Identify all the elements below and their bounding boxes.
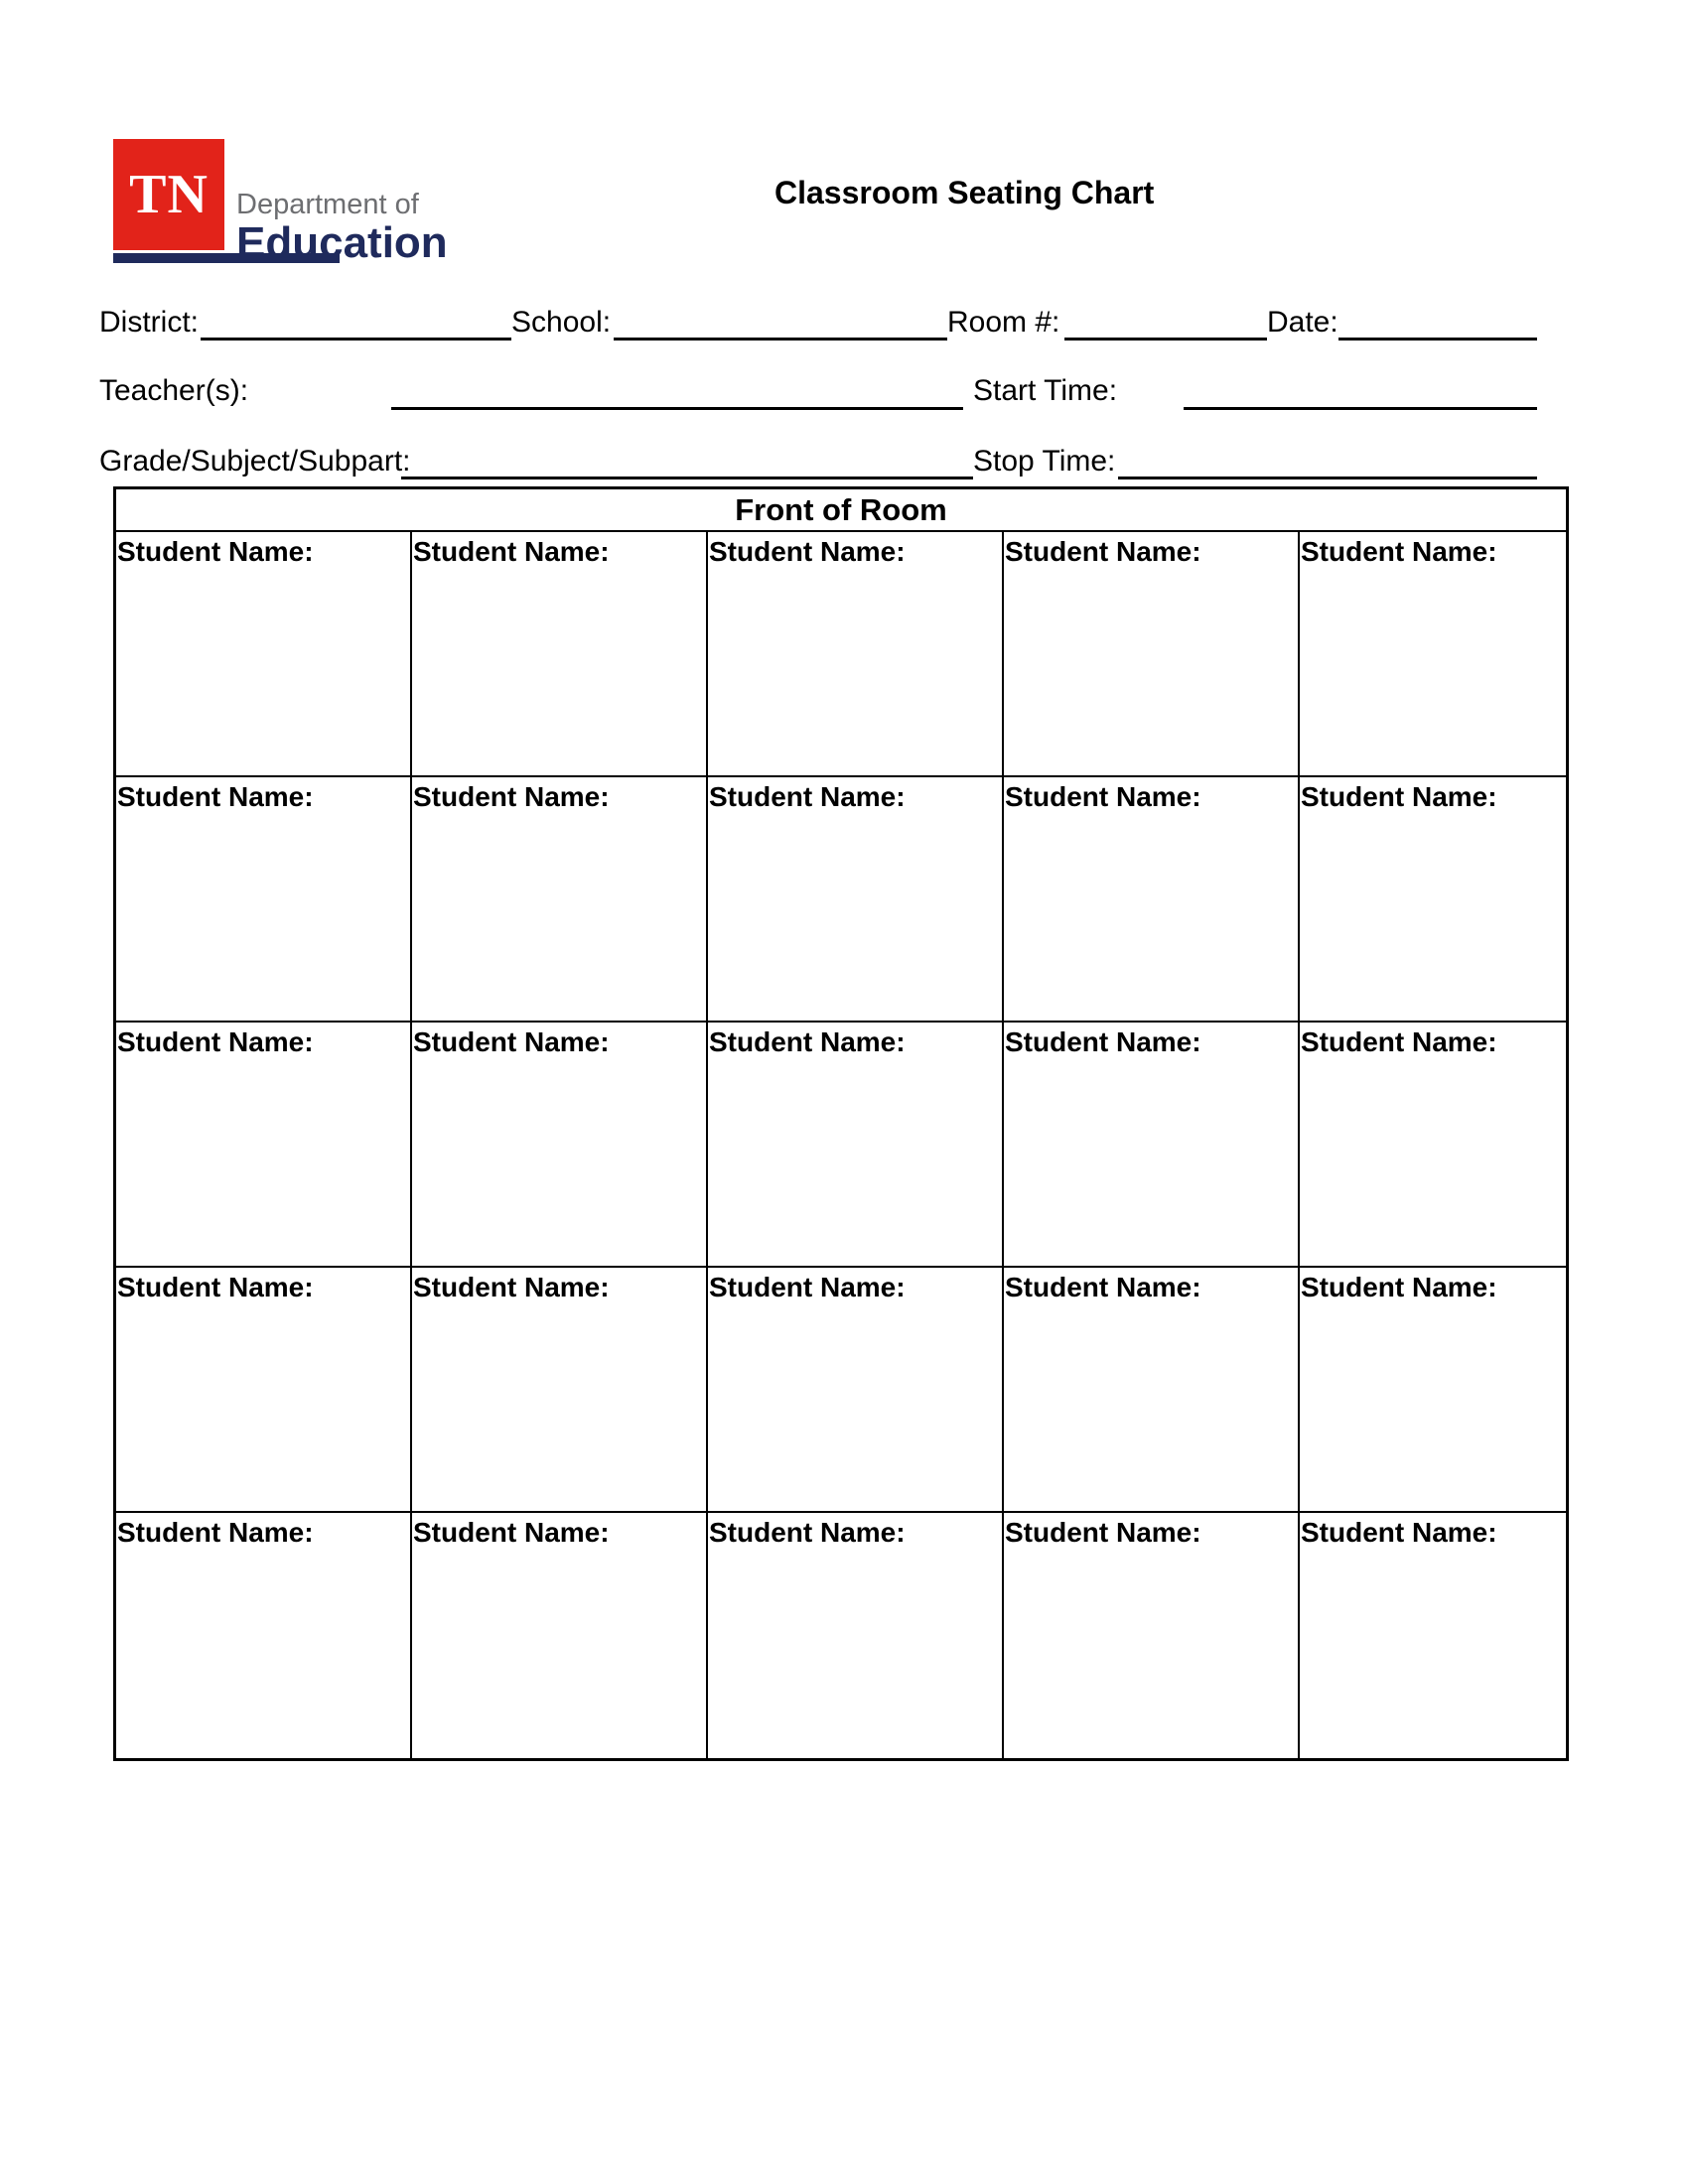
student-name-label: Student Name: [413, 1026, 610, 1057]
seat-cell[interactable] [708, 777, 1004, 1023]
logo-education-text: Education [236, 218, 448, 267]
logo-department-text: Department of [236, 189, 419, 220]
seat-cell[interactable] [116, 532, 412, 777]
seat-cell[interactable] [708, 1513, 1004, 1758]
seat-cell[interactable] [116, 1513, 412, 1758]
grade-subject-label: Grade/Subject/Subpart: [99, 445, 411, 478]
seat-cell[interactable] [1004, 1268, 1300, 1513]
seat-grid [116, 532, 1566, 1758]
seat-cell[interactable] [708, 1023, 1004, 1268]
student-name-label: Student Name: [117, 781, 314, 812]
student-name-label: Student Name: [1301, 1272, 1497, 1302]
stop-time-label: Stop Time: [973, 445, 1116, 478]
seat-cell[interactable] [412, 1023, 708, 1268]
student-name-label: Student Name: [1005, 1026, 1201, 1057]
school-field[interactable] [614, 338, 947, 341]
student-name-label: Student Name: [413, 1517, 610, 1548]
seat-cell[interactable] [412, 1513, 708, 1758]
front-of-room-header: Front of Room [116, 489, 1566, 532]
seat-cell[interactable] [116, 777, 412, 1023]
student-name-label: Student Name: [1005, 1272, 1201, 1302]
seat-cell[interactable] [708, 532, 1004, 777]
student-name-label: Student Name: [413, 781, 610, 812]
student-name-label: Student Name: [117, 1272, 314, 1302]
teachers-field[interactable] [391, 407, 963, 410]
seat-cell[interactable] [1004, 1023, 1300, 1268]
seat-cell[interactable] [1300, 532, 1566, 777]
student-name-label: Student Name: [1301, 1517, 1497, 1548]
seat-cell[interactable] [412, 777, 708, 1023]
student-name-label: Student Name: [1301, 536, 1497, 567]
student-name-label: Student Name: [1005, 536, 1201, 567]
district-label: District: [99, 306, 199, 339]
student-name-label: Student Name: [709, 1026, 906, 1057]
student-name-label: Student Name: [709, 1272, 906, 1302]
student-name-label: Student Name: [117, 1026, 314, 1057]
tn-education-logo [113, 139, 448, 267]
seat-cell[interactable] [412, 1268, 708, 1513]
student-name-label: Student Name: [1005, 781, 1201, 812]
seat-cell[interactable] [116, 1023, 412, 1268]
seat-cell[interactable] [1300, 1513, 1566, 1758]
seat-cell[interactable] [1300, 1023, 1566, 1268]
student-name-label: Student Name: [1301, 1026, 1497, 1057]
seat-cell[interactable] [1004, 777, 1300, 1023]
school-label: School: [511, 306, 612, 339]
logo-tn-box: TN [113, 139, 224, 250]
date-field[interactable] [1338, 338, 1537, 341]
student-name-label: Student Name: [709, 781, 906, 812]
student-name-label: Student Name: [413, 1272, 610, 1302]
student-name-label: Student Name: [117, 536, 314, 567]
student-name-label: Student Name: [709, 536, 906, 567]
date-label: Date: [1267, 306, 1338, 339]
start-time-label: Start Time: [973, 374, 1118, 407]
seat-cell[interactable] [1300, 1268, 1566, 1513]
seat-cell[interactable] [412, 532, 708, 777]
student-name-label: Student Name: [709, 1517, 906, 1548]
district-field[interactable] [201, 338, 511, 341]
seat-cell[interactable] [1004, 1513, 1300, 1758]
seat-cell[interactable] [116, 1268, 412, 1513]
seat-cell[interactable] [708, 1268, 1004, 1513]
student-name-label: Student Name: [413, 536, 610, 567]
teachers-label: Teacher(s): [99, 374, 249, 407]
seating-chart [113, 486, 1569, 1761]
student-name-label: Student Name: [1301, 781, 1497, 812]
student-name-label: Student Name: [117, 1517, 314, 1548]
logo-bar [113, 253, 224, 263]
room-field[interactable] [1064, 338, 1267, 341]
seat-cell[interactable] [1300, 777, 1566, 1023]
room-label: Room #: [947, 306, 1060, 339]
stop-time-field[interactable] [1118, 477, 1537, 479]
student-name-label: Student Name: [1005, 1517, 1201, 1548]
grade-subject-field[interactable] [401, 477, 973, 479]
seat-cell[interactable] [1004, 532, 1300, 777]
page-title: Classroom Seating Chart [774, 175, 1155, 210]
start-time-field[interactable] [1184, 407, 1537, 410]
